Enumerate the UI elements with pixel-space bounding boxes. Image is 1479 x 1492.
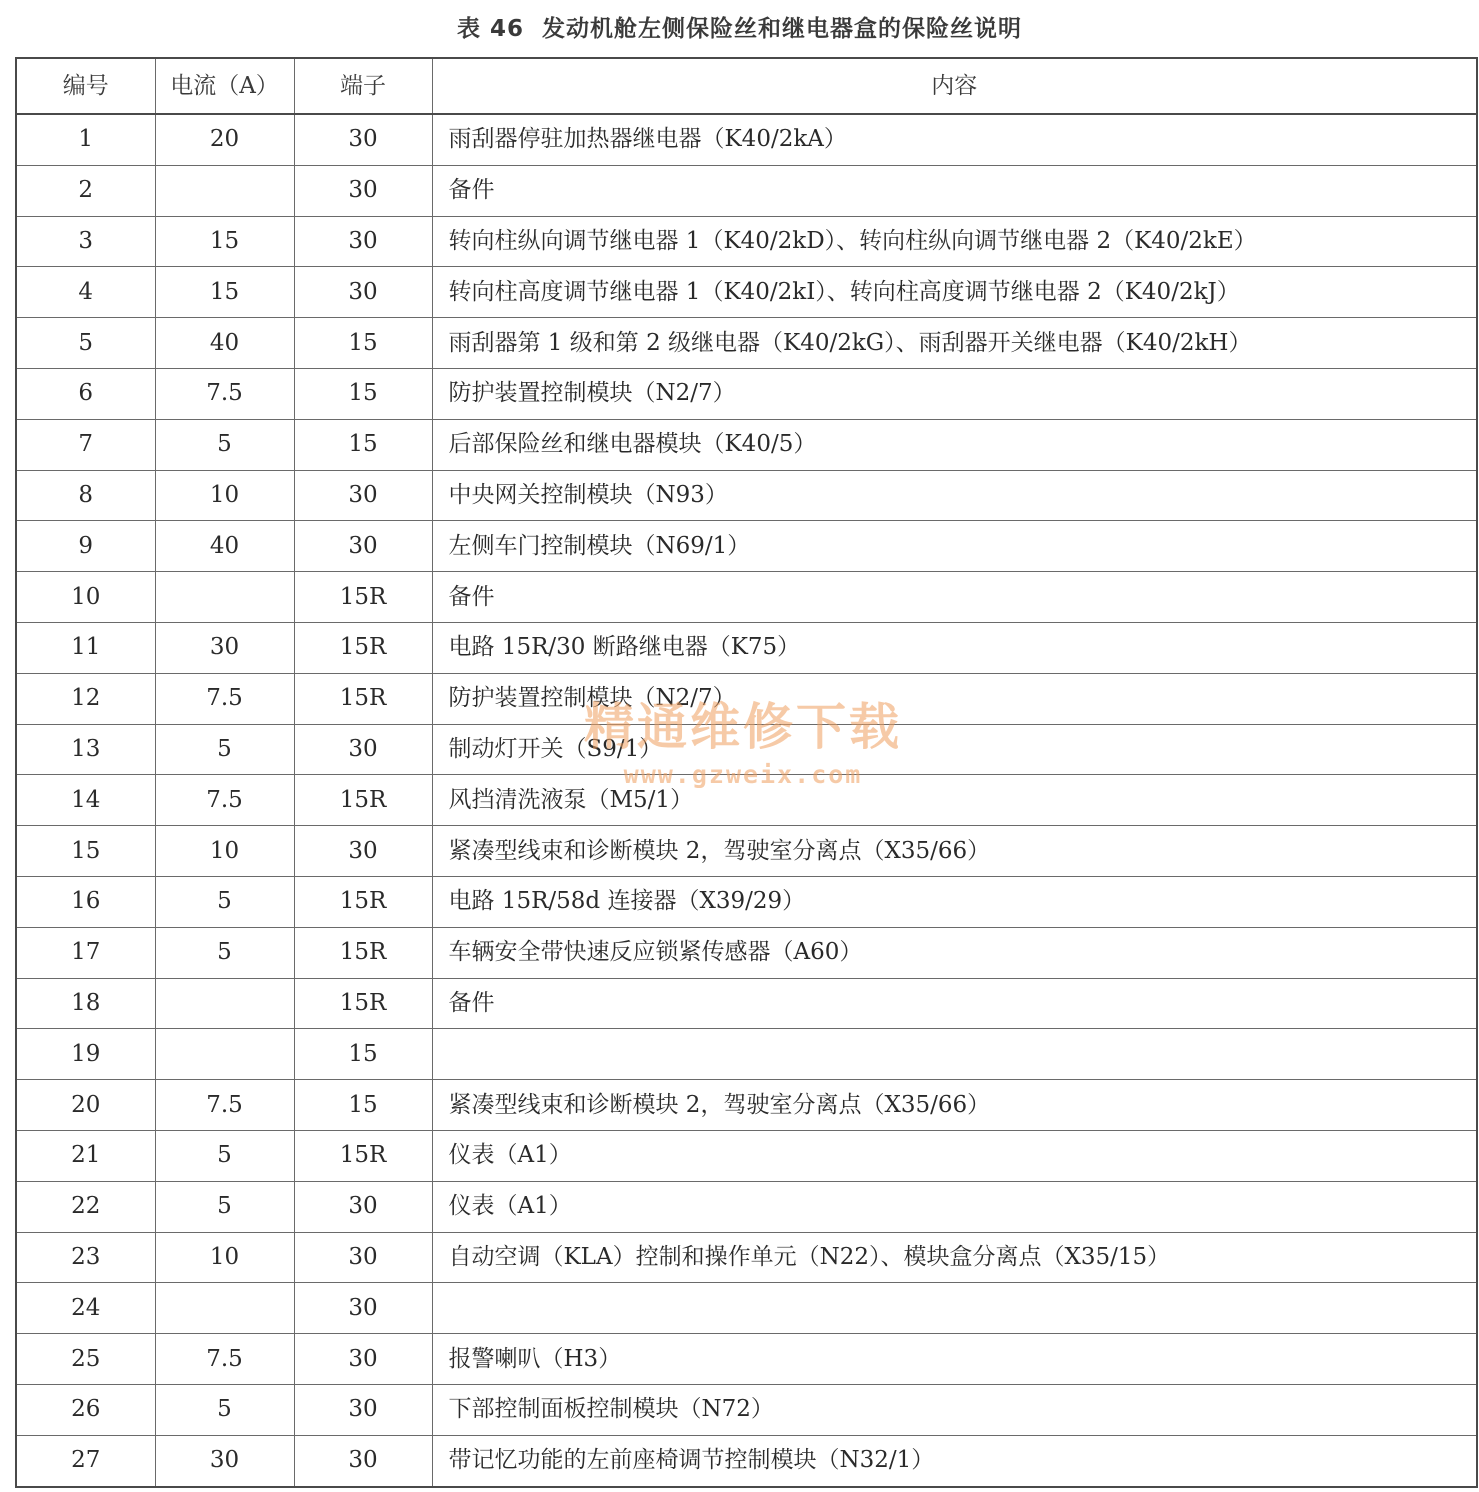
content-cell: 制动灯开关（S9/1） <box>432 724 1477 775</box>
terminal-cell: 30 <box>294 267 432 318</box>
current-cell <box>155 978 294 1029</box>
content-cell: 下部控制面板控制模块（N72） <box>432 1384 1477 1435</box>
table-row <box>16 1080 1477 1131</box>
fuse-number-cell: 4 <box>16 267 155 318</box>
terminal-cell: 15R <box>294 775 432 826</box>
table-row <box>16 775 1477 826</box>
content-cell: 后部保险丝和继电器模块（K40/5） <box>432 419 1477 470</box>
fuse-number-cell: 14 <box>16 775 155 826</box>
table-row <box>16 216 1477 267</box>
content-cell: 转向柱纵向调节继电器 1（K40/2kD）、转向柱纵向调节继电器 2（K40/2kE） <box>432 216 1477 267</box>
fuse-number-cell: 20 <box>16 1080 155 1131</box>
table-row <box>16 318 1477 369</box>
fuse-number-cell: 5 <box>16 318 155 369</box>
content-cell: 仪表（A1） <box>432 1181 1477 1232</box>
current-cell: 15 <box>155 216 294 267</box>
table-title: 发动机舱左侧保险丝和继电器盒的保险丝说明 <box>542 16 1022 42</box>
fuse-number-cell: 8 <box>16 470 155 521</box>
current-cell <box>155 1283 294 1334</box>
current-cell: 7.5 <box>155 775 294 826</box>
terminal-cell: 30 <box>294 1283 432 1334</box>
terminal-cell: 30 <box>294 521 432 572</box>
fuse-number-cell: 27 <box>16 1435 155 1486</box>
fuse-number-cell: 22 <box>16 1181 155 1232</box>
terminal-cell: 30 <box>294 114 432 165</box>
content-cell: 车辆安全带快速反应锁紧传感器（A60） <box>432 927 1477 978</box>
table-row <box>16 419 1477 470</box>
current-cell: 5 <box>155 927 294 978</box>
terminal-cell: 30 <box>294 1232 432 1283</box>
current-cell: 20 <box>155 114 294 165</box>
current-cell: 10 <box>155 826 294 877</box>
table-row <box>16 1130 1477 1181</box>
terminal-cell: 15R <box>294 673 432 724</box>
content-cell: 雨刮器停驻加热器继电器（K40/2kA） <box>432 114 1477 165</box>
fuse-number-cell: 15 <box>16 826 155 877</box>
content-cell <box>432 1029 1477 1080</box>
current-cell: 5 <box>155 1384 294 1435</box>
table-row <box>16 1384 1477 1435</box>
fuse-number-cell: 19 <box>16 1029 155 1080</box>
current-cell: 5 <box>155 419 294 470</box>
terminal-cell: 15R <box>294 1130 432 1181</box>
current-cell: 30 <box>155 622 294 673</box>
terminal-cell: 15 <box>294 419 432 470</box>
content-cell: 备件 <box>432 165 1477 216</box>
fuse-number-cell: 17 <box>16 927 155 978</box>
fuse-number-cell: 23 <box>16 1232 155 1283</box>
terminal-cell: 15 <box>294 1029 432 1080</box>
content-cell <box>432 1283 1477 1334</box>
table-row <box>16 724 1477 775</box>
current-cell: 5 <box>155 724 294 775</box>
table-row <box>16 1435 1477 1486</box>
table-row <box>16 572 1477 623</box>
table-row <box>16 826 1477 877</box>
current-cell <box>155 1029 294 1080</box>
current-cell: 5 <box>155 876 294 927</box>
table-body <box>16 114 1477 1487</box>
fuse-number-cell: 24 <box>16 1283 155 1334</box>
current-cell: 7.5 <box>155 1080 294 1131</box>
current-cell <box>155 572 294 623</box>
terminal-cell: 15R <box>294 876 432 927</box>
current-cell: 5 <box>155 1130 294 1181</box>
terminal-cell: 30 <box>294 165 432 216</box>
content-cell: 转向柱高度调节继电器 1（K40/2kI）、转向柱高度调节继电器 2（K40/2kJ） <box>432 267 1477 318</box>
terminal-cell: 15R <box>294 978 432 1029</box>
content-cell: 左侧车门控制模块（N69/1） <box>432 521 1477 572</box>
fuse-number-cell: 18 <box>16 978 155 1029</box>
current-cell: 40 <box>155 521 294 572</box>
current-cell: 7.5 <box>155 673 294 724</box>
terminal-cell: 30 <box>294 724 432 775</box>
header-number: 编号 <box>16 58 155 114</box>
fuse-number-cell: 6 <box>16 368 155 419</box>
fuse-number-cell: 26 <box>16 1384 155 1435</box>
terminal-cell: 15R <box>294 622 432 673</box>
table-row <box>16 673 1477 724</box>
fuse-number-cell: 13 <box>16 724 155 775</box>
table-row <box>16 521 1477 572</box>
table-row <box>16 1283 1477 1334</box>
terminal-cell: 15 <box>294 368 432 419</box>
current-cell: 40 <box>155 318 294 369</box>
table-row <box>16 876 1477 927</box>
table-row <box>16 622 1477 673</box>
table-row <box>16 267 1477 318</box>
current-cell: 7.5 <box>155 1334 294 1385</box>
fuse-number-cell: 9 <box>16 521 155 572</box>
current-cell <box>155 165 294 216</box>
terminal-cell: 30 <box>294 216 432 267</box>
content-cell: 带记忆功能的左前座椅调节控制模块（N32/1） <box>432 1435 1477 1486</box>
fuse-number-cell: 16 <box>16 876 155 927</box>
content-cell: 备件 <box>432 572 1477 623</box>
fuse-number-cell: 21 <box>16 1130 155 1181</box>
fuse-number-cell: 7 <box>16 419 155 470</box>
content-cell: 中央网关控制模块（N93） <box>432 470 1477 521</box>
current-cell: 10 <box>155 1232 294 1283</box>
table-row <box>16 1029 1477 1080</box>
content-cell: 自动空调（KLA）控制和操作单元（N22）、模块盒分离点（X35/15） <box>432 1232 1477 1283</box>
table-row <box>16 1334 1477 1385</box>
terminal-cell: 30 <box>294 1435 432 1486</box>
fuse-number-cell: 10 <box>16 572 155 623</box>
current-cell: 30 <box>155 1435 294 1486</box>
table-row <box>16 165 1477 216</box>
content-cell: 电路 15R/58d 连接器（X39/29） <box>432 876 1477 927</box>
content-cell: 防护装置控制模块（N2/7） <box>432 673 1477 724</box>
table-row <box>16 470 1477 521</box>
content-cell: 雨刮器第 1 级和第 2 级继电器（K40/2kG）、雨刮器开关继电器（K40/2kH） <box>432 318 1477 369</box>
fuse-number-cell: 12 <box>16 673 155 724</box>
terminal-cell: 30 <box>294 826 432 877</box>
current-cell: 7.5 <box>155 368 294 419</box>
table-row <box>16 1232 1477 1283</box>
content-cell: 仪表（A1） <box>432 1130 1477 1181</box>
fuse-number-cell: 3 <box>16 216 155 267</box>
table-caption <box>0 10 1479 43</box>
fuse-number-cell: 11 <box>16 622 155 673</box>
fuse-number-cell: 1 <box>16 114 155 165</box>
content-cell: 报警喇叭（H3） <box>432 1334 1477 1385</box>
content-cell: 防护装置控制模块（N2/7） <box>432 368 1477 419</box>
table-row <box>16 1181 1477 1232</box>
table-row <box>16 114 1477 165</box>
fuse-table <box>15 57 1478 1488</box>
terminal-cell: 15 <box>294 1080 432 1131</box>
terminal-cell: 30 <box>294 1334 432 1385</box>
content-cell: 紧凑型线束和诊断模块 2，驾驶室分离点（X35/66） <box>432 1080 1477 1131</box>
watermark-title: 精通维修下载 <box>584 698 902 756</box>
header-current: 电流（A） <box>155 58 294 114</box>
terminal-cell: 15 <box>294 318 432 369</box>
content-cell: 电路 15R/30 断路继电器（K75） <box>432 622 1477 673</box>
content-cell: 紧凑型线束和诊断模块 2，驾驶室分离点（X35/66） <box>432 826 1477 877</box>
terminal-cell: 30 <box>294 470 432 521</box>
fuse-number-cell: 2 <box>16 165 155 216</box>
current-cell: 5 <box>155 1181 294 1232</box>
fuse-number-cell: 25 <box>16 1334 155 1385</box>
terminal-cell: 15R <box>294 927 432 978</box>
header-terminal: 端子 <box>294 58 432 114</box>
content-cell: 备件 <box>432 978 1477 1029</box>
header-row <box>16 58 1477 114</box>
terminal-cell: 30 <box>294 1384 432 1435</box>
watermark-url: www.gzweix.com <box>623 760 863 789</box>
header-content: 内容 <box>432 58 1477 114</box>
content-cell: 风挡清洗液泵（M5/1） <box>432 775 1477 826</box>
table-row <box>16 368 1477 419</box>
table-row <box>16 978 1477 1029</box>
terminal-cell: 30 <box>294 1181 432 1232</box>
table-row <box>16 927 1477 978</box>
current-cell: 10 <box>155 470 294 521</box>
terminal-cell: 15R <box>294 572 432 623</box>
table-number: 表 46 <box>456 16 524 42</box>
current-cell: 15 <box>155 267 294 318</box>
